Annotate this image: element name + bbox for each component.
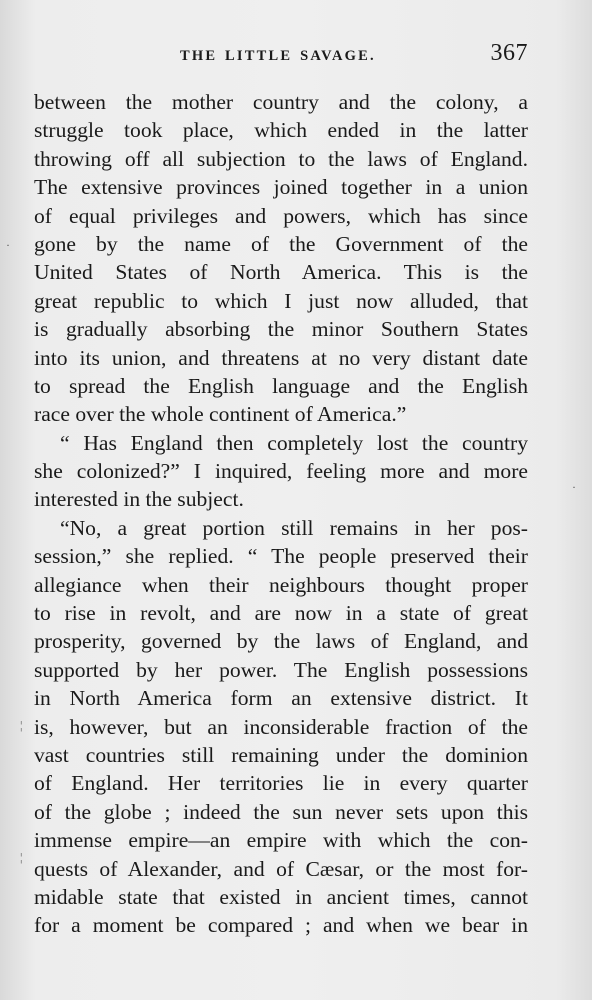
page-number: 367 — [490, 40, 528, 66]
text-line: The extensive provinces joined together in a union — [34, 175, 528, 200]
text-line: she colonized?” I inquired, feeling more and more — [34, 459, 528, 484]
text-line: interested in the subject. — [34, 487, 244, 512]
text-line: vast countries still remaining under the dominion — [34, 742, 528, 767]
margin-speck: · — [6, 238, 10, 252]
text-line: of England. Her territories lie in every quarter — [34, 771, 528, 796]
page-header — [34, 40, 528, 74]
text-line: to spread the English language and the English — [34, 373, 528, 398]
text-line: to rise in revolt, and are now in a state of great — [34, 601, 528, 626]
text-line: supported by her power. The English possessions — [34, 657, 528, 682]
text-line: midable state that existed in ancient times, cannot — [34, 884, 528, 909]
text-line: of the globe ; indeed the sun never sets upon this — [34, 799, 528, 824]
body-text — [34, 88, 528, 940]
text-line: “ Has England then completely lost the country — [60, 430, 528, 455]
text-line: throwing off all subjection to the laws of England. — [34, 146, 528, 171]
text-line: struggle took place, which ended in the latter — [34, 118, 528, 143]
text-line: “No, a great portion still remains in her pos- — [60, 515, 528, 540]
text-line: race over the whole continent of America.” — [34, 402, 407, 427]
text-line: quests of Alexander, and of Cæsar, or the most for- — [34, 856, 528, 881]
text-line: great republic to which I just now alluded, that — [34, 288, 528, 313]
running-head: THE LITTLE SAVAGE. — [180, 48, 376, 64]
text-line: gone by the name of the Government of the — [34, 231, 528, 256]
text-line: of equal privileges and powers, which has since — [34, 203, 528, 228]
text-line: for a moment be compared ; and when we bear in — [34, 913, 528, 938]
text-line: United States of North America. This is the — [34, 260, 528, 285]
text-line: session,” she replied. “ The people preserved their — [34, 544, 528, 569]
text-line: is gradually absorbing the minor Southern States — [34, 317, 528, 342]
text-line: between the mother country and the colony, a — [34, 90, 528, 114]
text-line: immense empire—an empire with which the con- — [34, 828, 528, 853]
margin-speck: ¦ — [20, 850, 23, 864]
text-line: is, however, but an inconsiderable fraction of the — [34, 714, 528, 739]
text-line: prosperity, governed by the laws of England, and — [34, 629, 528, 654]
margin-speck: ¦ — [20, 718, 23, 732]
text-line: into its union, and threatens at no very distant date — [34, 345, 528, 370]
text-line: allegiance when their neighbours thought proper — [34, 572, 528, 597]
text-line: in North America form an extensive district. It — [34, 686, 528, 711]
margin-speck: · — [572, 480, 576, 494]
